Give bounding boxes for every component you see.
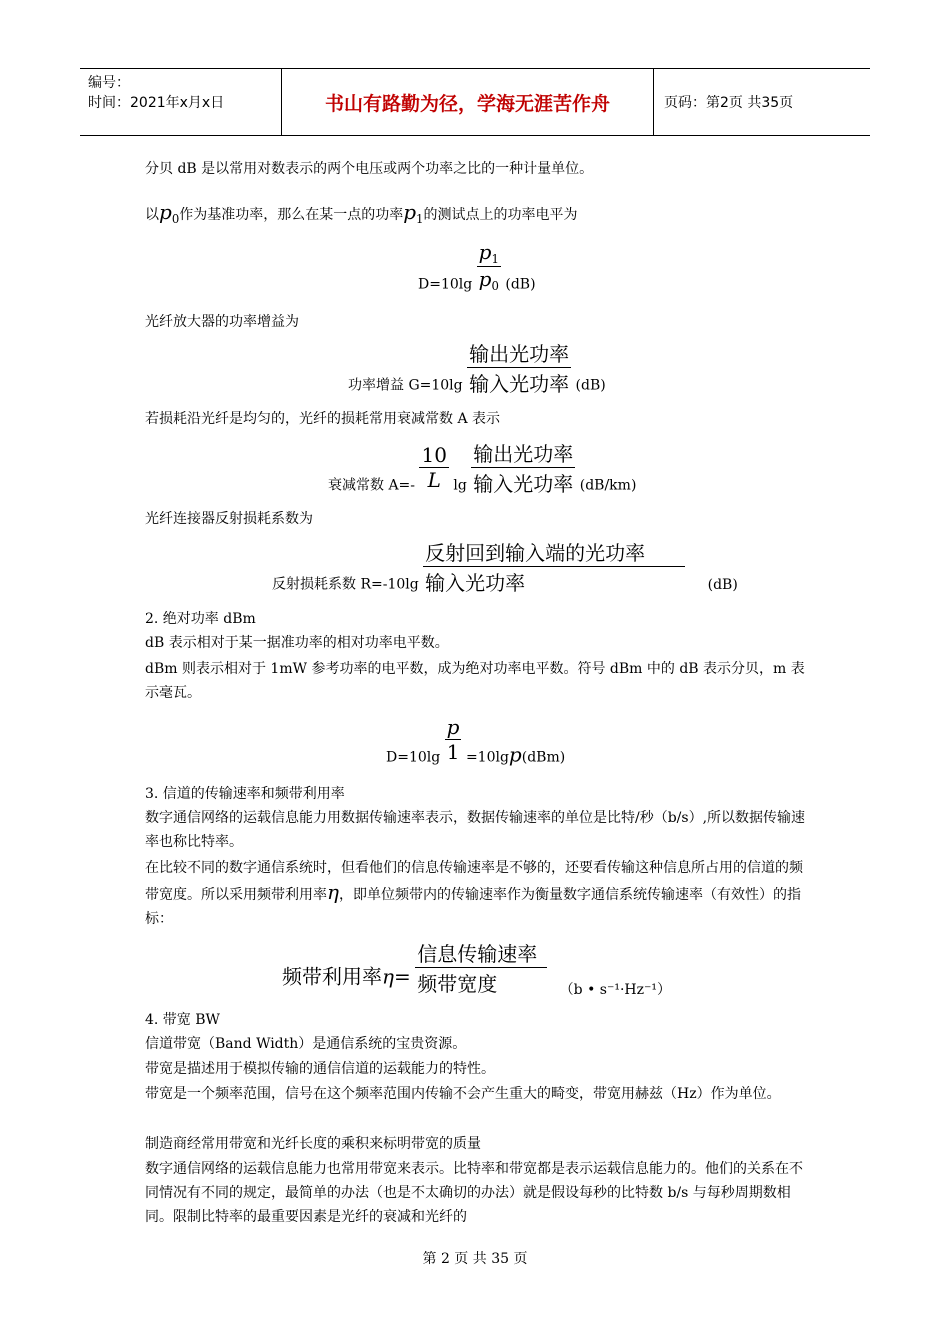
paragraph: 数字通信网络的运载信息能力用数据传输速率表示，数据传输速率的单位是比特/秒（b/s）,所以数据传输速率也称比特率。 [145, 810, 806, 850]
section-title: 3. 信道的传输速率和频带利用率 [145, 786, 345, 802]
formula-spectral-efficiency: 频带利用率η= $\frac{\text{信息传输速率}}{\text{频带宽度}}$ （b • s⁻¹·Hz⁻¹） [282, 938, 671, 999]
header-motto: 书山有路勤为径，学海无涯苦作舟 [282, 69, 654, 135]
formula-attenuation: 衰减常数 A=- $\frac{10}{L}$ lg $\frac{\text{输出光功率}}{\text{输入光功率}}$ (dB/km) [328, 438, 636, 497]
paragraph: 分贝 dB 是以常用对数表示的两个电压或两个功率之比的一种计量单位。 [145, 161, 594, 177]
paragraph: dB 表示相对于某一据准功率的相对功率电平数。 [145, 635, 449, 651]
paragraph: 若损耗沿光纤是均匀的，光纤的损耗常用衰减常数 A 表示 [145, 411, 501, 427]
section-title: 2. 绝对功率 dBm [145, 611, 256, 627]
paragraph: 带宽是描述用于模拟传输的通信信道的运载能力的特性。 [145, 1061, 495, 1077]
paragraph: 制造商经常用带宽和光纤长度的乘积来标明带宽的质量 [145, 1136, 481, 1152]
doc-number-label: 编号： [88, 75, 130, 91]
paragraph: 光纤连接器反射损耗系数为 [145, 511, 313, 527]
page-footer: 第 2 页 共 35 页 [422, 1251, 528, 1267]
paragraph: 数字通信网络的运载信息能力也常用带宽来表示。比特率和带宽都是表示运载信息能力的。他们的关系在不同情况有不同的规定，最简单的办法（也是不太确切的办法）就是假设每秒的比特数 b/s 与每秒周期数相同。限制比特率的最重要因素是光纤的衰减和光纤的 [145, 1161, 803, 1225]
header-meta [80, 69, 282, 135]
page-header [80, 68, 870, 136]
paragraph: 以$p_0$作为基准功率，那么在某一点的功率$p_1$的测试点上的功率电平为 [145, 200, 578, 226]
paragraph: 在比较不同的数字通信系统时，但看他们的信息传输速率是不够的，还要看传输这种信息所占用的信道的频带宽度。所以采用频带利用率η，即单位频带内的传输速率作为衡量数字通信系统传输速率（有效性）的指标： [145, 860, 803, 927]
header-page-info: 页码：第2页 共35页 [664, 95, 794, 111]
paragraph: dBm 则表示相对于 1mW 参考功率的电平数，成为绝对功率电平数。符号 dBm 中的 dB 表示分贝，m 表示毫瓦。 [145, 661, 805, 701]
formula-power-level: D=10lg $\frac{p_1}{p_0}$ (dB) [418, 240, 536, 293]
paragraph: 带宽是一个频率范围，信号在这个频率范围内传输不会产生重大的畸变，带宽用赫兹（Hz）作为单位。 [145, 1086, 781, 1102]
formula-gain: 功率增益 G=10lg $\frac{\text{输出光功率}}{\text{输入光功率}}$ (dB) [348, 338, 606, 397]
doc-date-label: 时间：2021年x月x日 [88, 95, 225, 111]
formula-dbm: D=10lg $\frac{p}{1}$ =10lgp(dBm) [386, 715, 566, 767]
paragraph: 光纤放大器的功率增益为 [145, 314, 299, 330]
paragraph: 信道带宽（Band Width）是通信系统的宝贵资源。 [145, 1036, 467, 1052]
formula-reflection: 反射损耗系数 R=-10lg $\frac{\text{反射回到输入端的光功率}}{\text{输入光功率}}$ (dB) [272, 537, 738, 596]
section-title: 4. 带宽 BW [145, 1012, 220, 1028]
